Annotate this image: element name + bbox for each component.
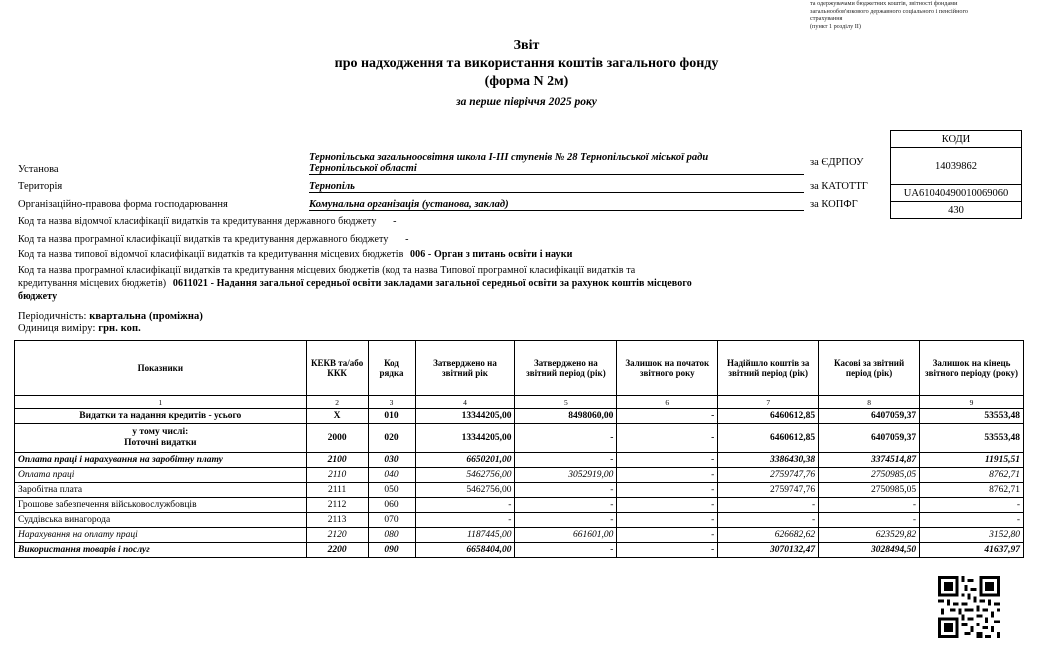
header-code: Код рядка [368,341,415,396]
row-c9: 53553,48 [920,424,1024,453]
row-c5: 8498060,00 [515,409,617,424]
column-numbers-row [15,396,1024,409]
row-c5: 661601,00 [515,528,617,543]
row-code: 050 [368,483,415,498]
row-c8: 2750985,05 [819,468,920,483]
katottg-code: UA61040490010069060 [891,185,1022,202]
row-c5: - [515,498,617,513]
row-kekv: 2113 [306,513,368,528]
unit-label: Одиниця виміру: [18,323,96,334]
row-name-line1: у тому числі: [132,427,189,437]
row-kekv: 2110 [306,468,368,483]
classif-line-2-text: Код та назва програмної класифікації видатків та кредитування державного бюджету [18,234,389,245]
row-c6: - [617,453,718,468]
header-received: Надійшло коштів за звітний період (рік) [718,341,819,396]
report-period: за перше півріччя 2025 року [456,96,597,108]
header-cash: Касові за звітний період (рік) [819,341,920,396]
table-row [15,468,1024,483]
row-kekv: 2112 [306,498,368,513]
unit [18,323,141,334]
classif-line-4-text: кредитування місцевих бюджетів) [18,278,167,289]
row-kekv: X [306,409,368,424]
row-c8: 3028494,50 [819,543,920,558]
row-c5: - [515,543,617,558]
classif-line-2-value: - [405,234,409,245]
table-row [15,528,1024,543]
corner-note-line: загальнообов'язкового державного соціального і пенсійного [810,7,968,15]
col-num: 8 [819,396,920,409]
row-c8: 623529,82 [819,528,920,543]
table-row [15,513,1024,528]
codes-table [890,130,1022,219]
row-c6: - [617,409,718,424]
col-num: 3 [368,396,415,409]
row-c8: 2750985,05 [819,483,920,498]
row-name: Грошове забезпечення військовослужбовців [15,498,307,513]
row-name-line2: Поточні видатки [124,438,197,448]
row-name: Заробітна плата [15,483,307,498]
col-num: 4 [415,396,515,409]
header-pokaznyky: Показники [15,341,307,396]
row-c8: - [819,513,920,528]
report-form: (форма N 2м) [484,74,569,89]
row-name: Видатки та надання кредитів - усього [15,409,307,424]
forma-label: Організаційно-правова форма господарювання [18,199,228,210]
row-c6: - [617,543,718,558]
ustanova-value [309,152,804,175]
row-name [15,424,307,453]
row-code: 040 [368,468,415,483]
row-c9: 11915,51 [920,453,1024,468]
row-c9: - [920,513,1024,528]
row-c7: - [718,513,819,528]
row-c8: 6407059,37 [819,409,920,424]
row-name: Використання товарів і послуг [15,543,307,558]
report-subtitle: про надходження та використання коштів загального фонду [334,56,719,71]
row-c6: - [617,513,718,528]
row-code: 010 [368,409,415,424]
row-code: 070 [368,513,415,528]
col-num: 2 [306,396,368,409]
classif-line-4b [18,278,692,289]
periodicity-value: квартальна (проміжна) [89,311,203,322]
table-row [15,543,1024,558]
row-c8: 3374514,87 [819,453,920,468]
corner-note-line: (пункт 1 розділу II) [810,22,861,30]
row-c6: - [617,528,718,543]
row-c4: 5462756,00 [415,483,515,498]
classif-line-3 [18,249,572,260]
col-num: 9 [920,396,1024,409]
row-kekv: 2100 [306,453,368,468]
row-name: Оплата праці [15,468,307,483]
classif-line-1-text: Код та назва відомчої класифікації видатків та кредитування державного бюджету [18,216,377,227]
classif-line-1-value: - [393,216,397,227]
header-approved-period: Затверджено на звітний період (рік) [515,341,617,396]
row-name: Нарахування на оплату праці [15,528,307,543]
ustanova-value-line2: Тернопільської області [309,163,417,174]
unit-value: грн. коп. [98,323,141,334]
table-row [15,424,1024,453]
forma-value: Комунальна організація (установа, заклад) [309,199,804,211]
row-c9: 41637,97 [920,543,1024,558]
row-code: 090 [368,543,415,558]
row-c9: 8762,71 [920,483,1024,498]
corner-note-line: та одержувачами бюджетних коштів, звітності фондами [810,0,958,7]
row-c9: 8762,71 [920,468,1024,483]
row-c7: 6460612,85 [718,424,819,453]
row-c4: 1187445,00 [415,528,515,543]
row-code: 030 [368,453,415,468]
edrpou-label: за ЄДРПОУ [810,157,864,168]
table-row [15,483,1024,498]
periodicity-label: Періодичність: [18,311,87,322]
table-row [15,453,1024,468]
row-c4: 13344205,00 [415,409,515,424]
classif-line-4-value: 0611021 - Надання загальної середньої освіти закладами загальної середньої освіти за рахунок коштів місцевого [172,278,692,289]
corner-note [810,0,1050,30]
kopfg-code: 430 [891,202,1022,219]
ustanova-value-line1: Тернопільська загальноосвітня школа І-ІІІ ступенів № 28 Тернопільської міської ради [309,152,709,163]
row-c6: - [617,424,718,453]
row-c5: 3052919,00 [515,468,617,483]
row-c9: - [920,498,1024,513]
row-c6: - [617,468,718,483]
classif-line-1 [18,216,397,227]
table-row [15,409,1024,424]
row-c7: 3070132,47 [718,543,819,558]
col-num: 5 [515,396,617,409]
row-kekv: 2120 [306,528,368,543]
report-title: Звіт [513,38,540,53]
col-num: 6 [617,396,718,409]
row-c5: - [515,453,617,468]
row-c6: - [617,483,718,498]
corner-note-line: страхування [810,15,843,23]
report-table [14,340,1024,558]
row-c4: 5462756,00 [415,468,515,483]
table-row [15,498,1024,513]
row-c4: 6658404,00 [415,543,515,558]
row-code: 020 [368,424,415,453]
periodicity [18,311,203,322]
header-kekv: КЕКВ та/або ККК [306,341,368,396]
classif-line-4a: Код та назва програмної класифікації видатків та кредитування місцевих бюджетів (код та назва Типової програмної класифікації видатків та [18,265,636,276]
col-num: 7 [718,396,819,409]
row-name: Оплата праці і нарахування на заробітну плату [15,453,307,468]
row-c7: 2759747,76 [718,483,819,498]
terytoriia-label: Територія [18,181,63,192]
col-num: 1 [15,396,307,409]
row-c7: - [718,498,819,513]
classif-line-3-value: 006 - Орган з питань освіти і науки [410,249,573,260]
row-c4: 13344205,00 [415,424,515,453]
row-c5: - [515,483,617,498]
row-c4: - [415,498,515,513]
row-name: Суддівська винагорода [15,513,307,528]
classif-line-2 [18,234,409,245]
row-c5: - [515,513,617,528]
row-c4: 6650201,00 [415,453,515,468]
row-c4: - [415,513,515,528]
header-balance-end: Залишок на кінець звітного періоду (року) [920,341,1024,396]
classif-line-4c [18,291,57,302]
row-kekv: 2111 [306,483,368,498]
row-kekv: 2200 [306,543,368,558]
row-c7: 626682,62 [718,528,819,543]
codes-header: КОДИ [891,131,1022,148]
row-c8: 6407059,37 [819,424,920,453]
edrpou-code: 14039862 [891,148,1022,185]
row-code: 080 [368,528,415,543]
row-code: 060 [368,498,415,513]
katottg-label: за КАТОТТГ [810,181,868,192]
row-c7: 2759747,76 [718,468,819,483]
row-c6: - [617,498,718,513]
ustanova-label: Установа [18,164,59,175]
qr-code-icon [938,576,1000,638]
row-c9: 3152,80 [920,528,1024,543]
row-c7: 3386430,38 [718,453,819,468]
header-approved-year: Затверджено на звітний рік [415,341,515,396]
row-c7: 6460612,85 [718,409,819,424]
kopfg-label: за КОПФГ [810,199,858,210]
row-c9: 53553,48 [920,409,1024,424]
row-c5: - [515,424,617,453]
classif-line-4-value-cont: бюджету [18,291,58,302]
terytoriia-value: Тернопіль [309,181,804,193]
row-c8: - [819,498,920,513]
row-kekv: 2000 [306,424,368,453]
header-balance-start: Залишок на початок звітного року [617,341,718,396]
classif-line-3-text: Код та назва типової відомчої класифікації видатків та кредитування місцевих бюджетів [18,249,404,260]
